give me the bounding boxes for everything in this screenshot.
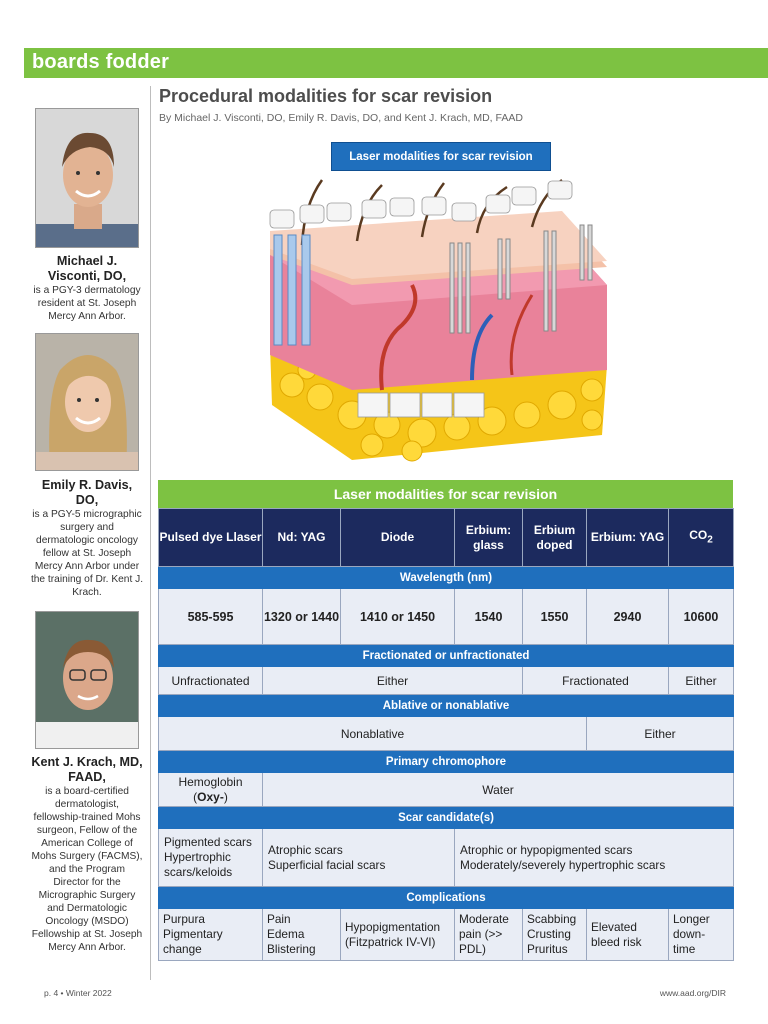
footer-page-info: p. 4 • Winter 2022: [44, 988, 112, 998]
table-cell: [523, 909, 587, 961]
table-cell: [159, 909, 263, 961]
cell-line: Moderate: [459, 912, 509, 926]
header-diode: Diode: [341, 509, 455, 567]
cell-line: Scabbing: [527, 912, 577, 926]
row-complications: [159, 909, 734, 961]
row-chromophore: [159, 773, 734, 807]
table-cell: [455, 829, 734, 887]
row-fractionation: [159, 667, 734, 695]
header-erbium-glass: Erbium: glass: [455, 509, 523, 567]
co2-subscript: 2: [707, 534, 713, 546]
cell-line: PDL): [459, 942, 486, 956]
table-cell: Water: [263, 773, 734, 807]
section-fractionation: [159, 645, 734, 667]
table-cell: [455, 909, 523, 961]
cell-line: Moderately/severely hypertrophic scars: [460, 857, 666, 872]
section-candidates: [159, 807, 734, 829]
section-wavelength: [159, 567, 734, 589]
cell-line: pain (>>: [459, 927, 503, 941]
section-label: Complications: [159, 887, 734, 909]
table-cell: 2940: [587, 589, 669, 645]
table-cell: Hemoglobin (Oxy-): [159, 773, 263, 807]
cell-line: Atrophic or hypopigmented scars: [460, 842, 633, 857]
article-title: Procedural modalities for scar revision: [159, 86, 493, 106]
table-cell: 1320 or 1440: [263, 589, 341, 645]
header-pulsed-dye: Pulsed dye Llaser: [159, 509, 263, 567]
chromophore-oxy: Oxy-: [197, 789, 224, 804]
article-byline: By Michael J. Visconti, DO, Emily R. Davis, DO, and Kent J. Krach, MD, FAAD: [159, 112, 523, 124]
table-title: Laser modalities for scar revision: [158, 480, 733, 508]
laser-modalities-table: [158, 480, 733, 961]
table-cell: [263, 909, 341, 961]
table-cell: [587, 909, 669, 961]
table-cell: [159, 829, 263, 887]
skin-laser-diagram: [262, 175, 614, 465]
table-header-row: [159, 509, 734, 567]
cell-line: (Fitzpatrick IV-VI): [345, 934, 436, 949]
chromophore-hemoglobin: Hemoglobin: [178, 774, 243, 789]
footer-url: www.aad.org/DIR: [659, 988, 726, 998]
author-bio-davis: [30, 478, 144, 599]
author-bio-visconti: [30, 254, 144, 323]
cell-line: bleed risk: [591, 934, 642, 949]
header-nd-yag: Nd: YAG: [263, 509, 341, 567]
author-bio-krach: [30, 755, 144, 954]
table-cell: 1550: [523, 589, 587, 645]
cell-line: Hypopigmentation: [345, 919, 441, 934]
cell-line: Atrophic scars: [268, 842, 343, 857]
table-cell: Either: [669, 667, 734, 695]
section-label: Wavelength (nm): [159, 567, 734, 589]
cell-line: Edema: [267, 927, 305, 941]
author-photo-davis: [35, 333, 139, 471]
header-erbium-doped: Erbium doped: [523, 509, 587, 567]
cell-line: Pruritus: [527, 942, 568, 956]
cell-line: time: [673, 942, 696, 956]
table-cell: 10600: [669, 589, 734, 645]
author-name: Kent J. Krach, MD, FAAD,: [31, 755, 143, 784]
table-cell: Unfractionated: [159, 667, 263, 695]
author-name: Michael J. Visconti, DO,: [47, 254, 127, 283]
author-description: is a PGY-3 dermatology resident at St. Joseph Mercy Ann Arbor.: [33, 285, 141, 322]
author-photo-visconti: [35, 108, 139, 248]
table-cell: Either: [587, 717, 734, 751]
cell-line: Hypertrophic scars/keloids: [164, 850, 233, 879]
section-label: Primary chromophore: [159, 751, 734, 773]
cell-line: Pigmentary change: [163, 927, 223, 956]
section-chromophore: [159, 751, 734, 773]
cell-line: Pain: [267, 912, 291, 926]
co2-text: CO: [689, 527, 708, 542]
author-description: is a PGY-5 micrographic surgery and dermatologic oncology fellow at St. Joseph Mercy Ann Arbor under the training of Dr. Kent J. Krach.: [30, 509, 144, 598]
cell-line: Superficial facial scars: [268, 857, 386, 872]
section-ablative: [159, 695, 734, 717]
table-cell: 1540: [455, 589, 523, 645]
row-wavelengths: [159, 589, 734, 645]
cell-line: Purpura: [163, 912, 205, 926]
cell-line: Elevated: [591, 919, 637, 934]
table-cell: Either: [263, 667, 523, 695]
cell-line: down-: [673, 927, 706, 941]
section-banner: [24, 48, 768, 78]
table-cell: 1410 or 1450: [341, 589, 455, 645]
author-name: Emily R. Davis, DO,: [41, 478, 133, 507]
table-cell: [263, 829, 455, 887]
table-cell: Fractionated: [523, 667, 669, 695]
table-cell: Nonablative: [159, 717, 587, 751]
cell-line: Pigmented scars: [164, 835, 252, 849]
column-divider: [150, 86, 151, 980]
cell-line: Longer: [673, 912, 710, 926]
diagram-title: Laser modalities for scar revision: [331, 142, 551, 171]
section-complications: [159, 887, 734, 909]
author-description: is a board-certified dermatologist, fellowship-trained Mohs surgeon, Fellow of the American College of Mohs Surgery (FACMS), and the Program Director for the Micrographic Surgery and Dermatologic Oncology (MSDO) Fellowship at St. Joseph Mercy Ann Arbor.: [31, 786, 143, 953]
table-cell: [669, 909, 734, 961]
section-label: boards fodder: [32, 51, 170, 73]
table-cell: [341, 909, 455, 961]
header-erbium-yag: Erbium: YAG: [587, 509, 669, 567]
table-cell: 585-595: [159, 589, 263, 645]
row-ablative: [159, 717, 734, 751]
author-photo-krach: [35, 611, 139, 749]
cell-line: Crusting: [527, 927, 571, 941]
header-co2: [669, 509, 734, 567]
section-label: Scar candidate(s): [159, 807, 734, 829]
section-label: Ablative or nonablative: [159, 695, 734, 717]
row-candidates: [159, 829, 734, 887]
cell-line: Blistering: [267, 942, 316, 956]
section-label: Fractionated or unfractionated: [159, 645, 734, 667]
